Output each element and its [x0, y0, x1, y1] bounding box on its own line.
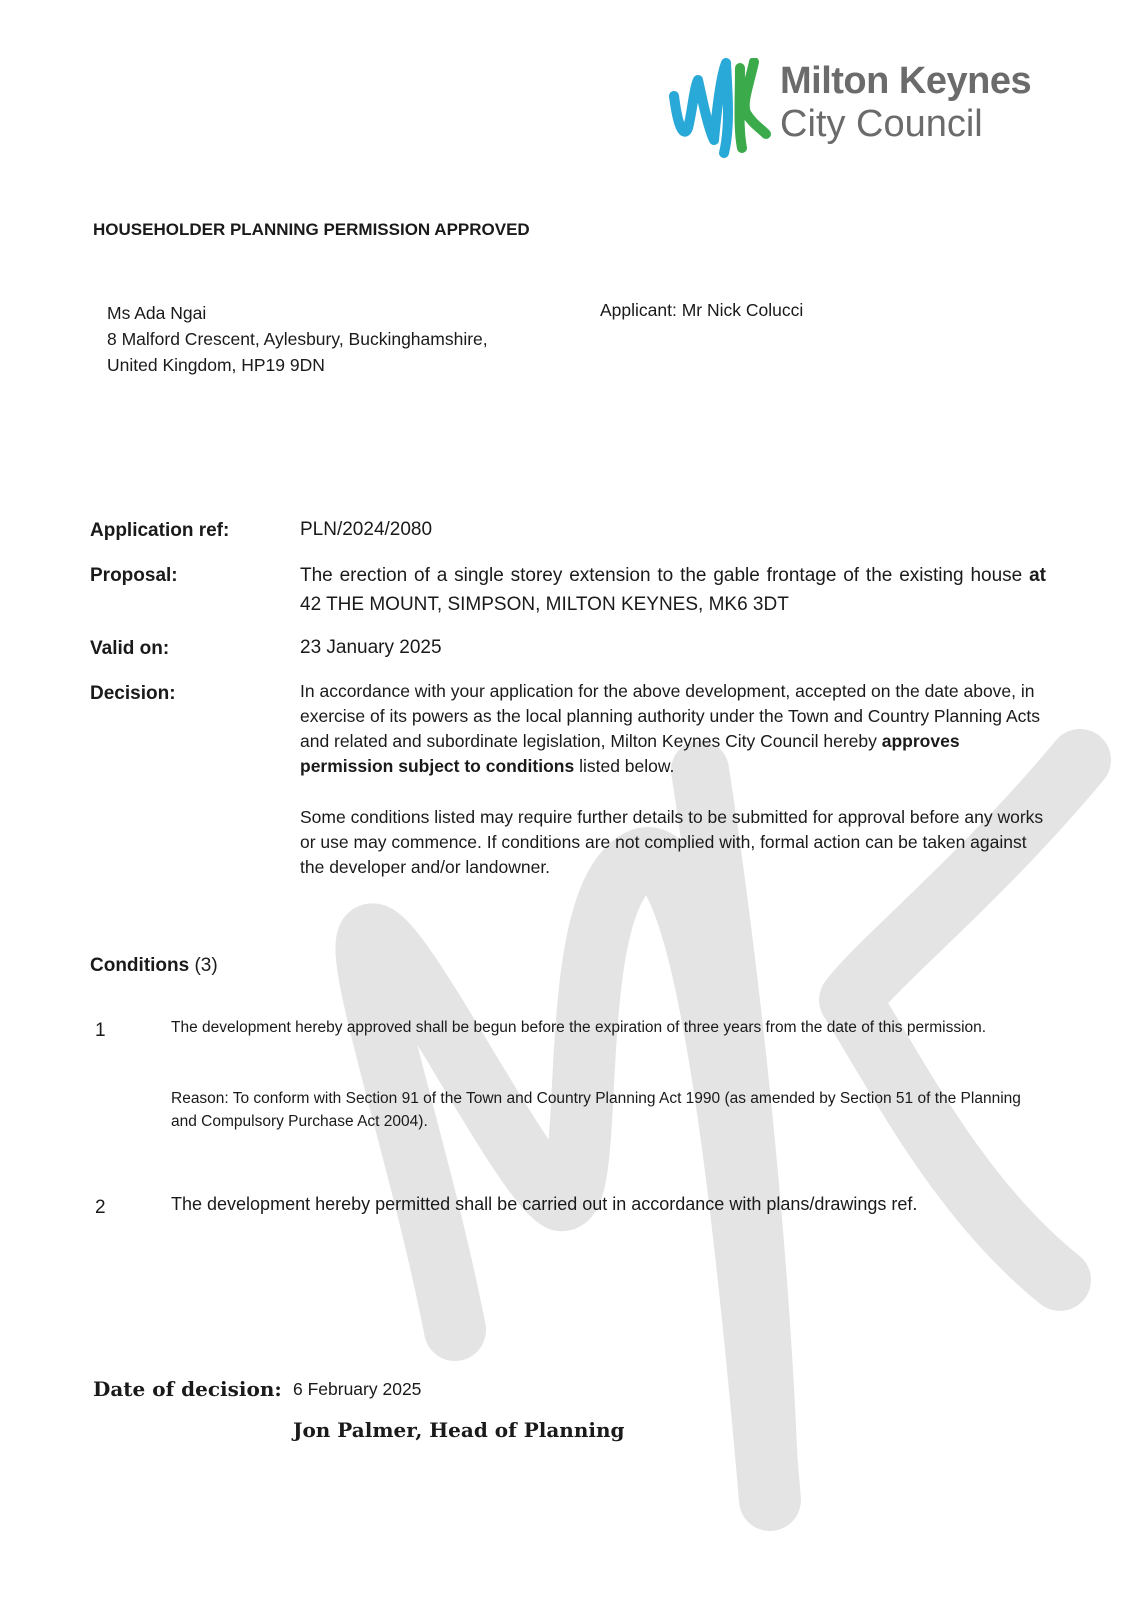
proposal-text: The erection of a single storey extension to the gable frontage of the existing house	[300, 565, 1023, 586]
date-of-decision-value: 6 February 2025	[293, 1379, 422, 1399]
condition-1-text: The development hereby approved shall be begun before the expiration of three years from the date of this permission.	[171, 1019, 987, 1036]
date-of-decision-label: Date of decision:	[93, 1377, 282, 1401]
conditions-heading	[90, 955, 218, 977]
signatory: Jon Palmer, Head of Planning	[293, 1418, 625, 1442]
valid-on-value: 23 January 2025	[300, 637, 442, 658]
decision-text-bold: approves permission subject to conditions	[300, 731, 960, 776]
decision-label: Decision:	[90, 683, 176, 704]
document-title: HOUSEHOLDER PLANNING PERMISSION APPROVED	[93, 220, 530, 239]
application-ref-value: PLN/2024/2080	[300, 519, 433, 540]
condition-1-reason: Reason: To conform with Section 91 of the Town and Country Planning Act 1990 (as amended by Section 51 of the Planning and Compulsory Purchase Act 2004).	[171, 1090, 1021, 1130]
recipient-address-line1: 8 Malford Crescent, Aylesbury, Buckinghamshire,	[107, 329, 488, 349]
proposal-value	[300, 561, 1046, 619]
condition-1-number: 1	[95, 1020, 106, 1041]
condition-2-text: The development hereby permitted shall be carried out in accordance with plans/drawings ref.	[171, 1194, 918, 1214]
decision-text-post: listed below.	[579, 756, 675, 776]
recipient-name: Ms Ada Ngai	[107, 303, 207, 323]
decision-paragraph-1	[300, 679, 1046, 779]
logo-text-line2: City Council	[780, 103, 983, 145]
mk-logo-mark-icon	[668, 58, 772, 158]
proposal-label: Proposal:	[90, 565, 178, 586]
logo-text-line1: Milton Keynes	[780, 60, 1032, 102]
conditions-heading-text: Conditions	[90, 955, 190, 976]
proposal-address: 42 THE MOUNT, SIMPSON, MILTON KEYNES, MK6 3DT	[300, 594, 789, 615]
recipient-address	[107, 300, 488, 378]
decision-paragraph-2: Some conditions listed may require further details to be submitted for approval before any works or use may commence. If conditions are not complied with, formal action can be taken against the developer and/or landowner.	[300, 807, 1044, 877]
conditions-count: (3)	[194, 955, 218, 976]
council-logo	[668, 58, 1088, 158]
applicant: Applicant: Mr Nick Colucci	[600, 300, 804, 320]
valid-on-label: Valid on:	[90, 638, 170, 659]
condition-2-number: 2	[95, 1197, 106, 1218]
recipient-address-line2: United Kingdom, HP19 9DN	[107, 355, 325, 375]
decision-text-pre: In accordance with your application for the above development, accepted on the date above, in exercise of its powers as the local planning authority under the Town and Country Planning Acts and related and subordinate legislation, Milton Keynes City Council hereby	[300, 681, 1040, 751]
application-ref-label: Application ref:	[90, 520, 230, 541]
proposal-at: at	[1029, 565, 1046, 586]
